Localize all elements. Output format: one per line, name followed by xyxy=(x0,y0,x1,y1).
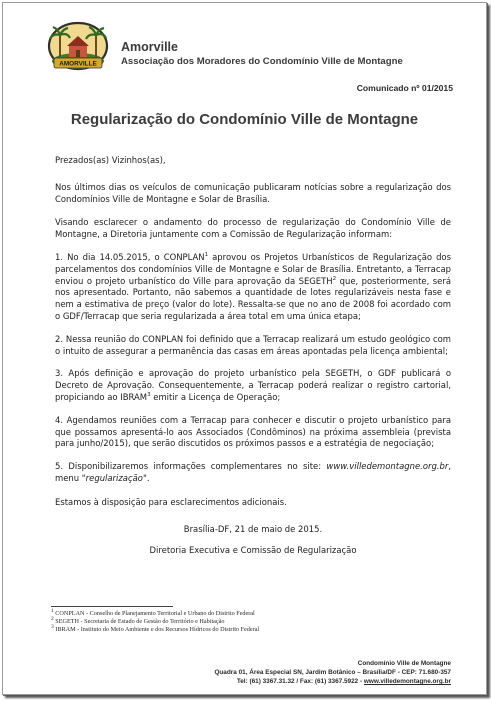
purpose-paragraph: Visando esclarecer o andamento do processo de regularização do Condomínio Ville de Montagne, a Diretoria juntamente com a Comissão de Regularização informam: xyxy=(55,217,451,240)
footnote-2 xyxy=(51,618,259,626)
logo-banner-text: AMORVILLE xyxy=(59,60,97,68)
menu-name: "regularização" xyxy=(81,472,147,483)
document-body xyxy=(55,155,451,569)
item-3-text-b: emitir a Licença de Operação; xyxy=(150,391,281,402)
org-full-name: Associação dos Moradores do Condomínio Ville de Montagne xyxy=(121,56,403,67)
footnote-ref-2: 2 xyxy=(332,275,337,282)
comunicado-number: Comunicado nº 01/2015 xyxy=(356,83,453,93)
item-5-text-b: , menu xyxy=(55,461,451,483)
website-link[interactable]: www.villedemontagne.org.br xyxy=(326,461,449,472)
footnote-ref-1: 1 xyxy=(204,252,209,259)
item-1-text-b: aprovou os Projetos Urbanísticos de Regularização dos parcelamentos dos condomínios Ville de Montagne e Solar de Brasília. Entretanto, a Terracap enviou o projeto urbanístico do Ville para aprovação da SEGETH xyxy=(55,251,451,286)
item-1 xyxy=(55,252,451,323)
footer-address: Quadra 01, Área Especial SN, Jardim Botânico – Brasília/DF - CEP: 71.680-357 xyxy=(214,669,451,676)
item-5 xyxy=(55,461,451,485)
item-3 xyxy=(55,368,451,403)
footer-org-name: Condomínio Ville de Montagne xyxy=(357,660,451,667)
item-5-text-c: . xyxy=(146,472,150,483)
footnote-divider xyxy=(51,606,173,607)
footnote-2-number: 2 xyxy=(51,616,54,623)
footnote-ref-3: 3 xyxy=(147,392,151,399)
footnote-3-number: 3 xyxy=(51,624,54,631)
closing-paragraph: Estamos à disposição para esclarecimentos adicionais. xyxy=(55,496,287,507)
item-5-text-a: 5. Disponibilizaremos informações complementares no site: xyxy=(55,461,327,472)
salutation: Prezados(as) Vizinhos(as), xyxy=(55,155,166,165)
signature-line: Diretoria Executiva e Comissão de Regularização xyxy=(149,545,357,556)
footnotes xyxy=(51,607,260,634)
document-title: Regularização do Condomínio Ville de Montagne xyxy=(70,111,419,128)
footer-website-link[interactable]: www.villedemontagne.org.br xyxy=(363,678,451,685)
footer-contact xyxy=(214,677,451,686)
footnote-3 xyxy=(51,626,259,634)
item-1-text-a: 1. No dia 14.05.2015, o CONPLAN xyxy=(55,251,205,262)
item-2: 2. Nessa reunião do CONPLAN foi definido que a Terracap realizará um estudo geológico com o intuito de assegurar a permanência das casas em áreas apontadas pela licença ambiental; xyxy=(55,333,451,356)
footnote-1-number: 1 xyxy=(51,607,54,614)
item-3-text-a: 3. Após definição e aprovação do projeto urbanístico pela SEGETH, o GDF publicará o Decreto de Aprovação. Consequentemente, a Terracap poderá realizar o registro cartorial, propiciando ao IBRAM xyxy=(55,368,451,402)
footnote-1 xyxy=(51,607,259,618)
footnote-2-text: SEGETH - Secretaria de Estado de Gestão do Território e Habitação xyxy=(53,618,225,626)
amorville-logo xyxy=(47,21,109,75)
item-1-text-c: que, posteriormente, será nos apresentado. Portanto, não sabemos a quantidade de lotes regularizáveis nesta fase e nem a estimativa de preço (valor do lote). Ressalta-se que no ano de 2008 foi acordado com o GDF/Terracap que seria regularizada a área total em uma única etapa; xyxy=(55,275,451,321)
page-footer xyxy=(214,659,451,686)
intro-paragraph: Nos últimos dias os veículos de comunicação publicaram notícias sobre a regularização dos Condomínios Ville de Montagne e Solar de Brasília. xyxy=(55,181,451,204)
footnote-1-text: CONPLAN - Conselho de Planejamento Territorial e Urbano do Distrito Federal xyxy=(53,610,255,617)
org-name: Amorville xyxy=(121,40,178,54)
document-page xyxy=(2,2,487,695)
item-4: 4. Agendamos reuniões com a Terracap para conhecer e discutir o projeto urbanístico para que possamos apresentá-lo aos Associados (Condôminos) na próxima assembleia (prevista para junho/2015), que serão discutidos os próximos passos e a estratégia de negociação; xyxy=(55,414,451,449)
footer-phone-fax: Tel: (61) 3367.31.32 / Fax: (61) 3367.5922 - xyxy=(236,678,364,685)
footnote-3-text: IBRAM - Instituto do Meio Ambiente e dos Recursos Hídricos do Distrito Federal xyxy=(53,626,260,634)
date-line: Brasília-DF, 21 de maio de 2015. xyxy=(183,523,323,534)
